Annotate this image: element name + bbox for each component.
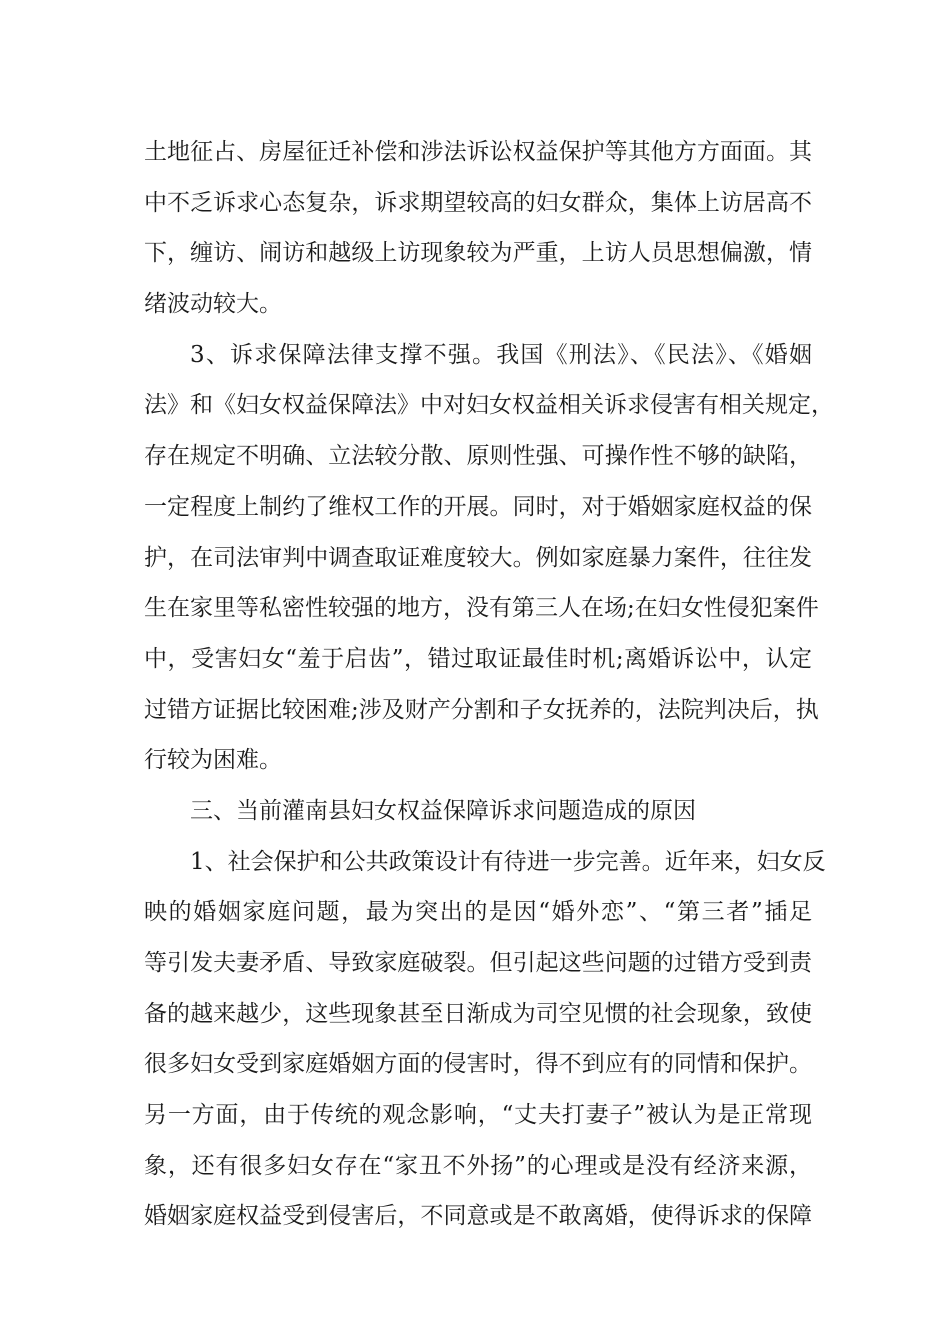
paragraph-line: 中，受害妇女“羞于启齿”，错过取证最佳时机;离婚诉讼中，认定: [144, 645, 812, 672]
document-body: [144, 132, 834, 1247]
paragraph-line: 3、诉求保障法律支撑不强。我国《刑法》、《民法》、《婚姻: [190, 341, 812, 368]
paragraph-line: 护，在司法审判中调查取证难度较大。例如家庭暴力案件，往往发: [144, 544, 812, 571]
paragraph-line: 存在规定不明确、立法较分散、原则性强、可操作性不够的缺陷，: [144, 443, 812, 470]
paragraph-line: 过错方证据比较困难;涉及财产分割和子女抚养的，法院判决后，执: [144, 696, 819, 723]
paragraph-line: 另一方面，由于传统的观念影响，“丈夫打妻子”被认为是正常现: [144, 1102, 812, 1129]
paragraph-line: 等引发夫妻矛盾、导致家庭破裂。但引起这些问题的过错方受到责: [144, 950, 812, 976]
paragraph-line: 婚姻家庭权益受到侵害后，不同意或是不敢离婚，使得诉求的保障: [144, 1203, 812, 1230]
paragraph-line: 行较为困难。: [144, 747, 282, 774]
paragraph-line: 很多妇女受到家庭婚姻方面的侵害时，得不到应有的同情和保护。: [144, 1051, 812, 1078]
paragraph-line: 下，缠访、闹访和越级上访现象较为严重，上访人员思想偏激，情: [144, 240, 812, 267]
paragraph-line: 备的越来越少，这些现象甚至日渐成为司空见惯的社会现象，致使: [144, 1000, 812, 1027]
paragraph-line: 象，还有很多妇女存在“家丑不外扬”的心理或是没有经济来源，: [144, 1152, 812, 1179]
paragraph-line: 中不乏诉求心态复杂，诉求期望较高的妇女群众，集体上访居高不: [144, 189, 812, 216]
paragraph-line: 绪波动较大。: [144, 291, 282, 318]
paragraph-line: 1、社会保护和公共政策设计有待进一步完善。近年来，妇女反: [190, 848, 826, 875]
paragraph-line: 土地征占、房屋征迁补偿和涉法诉讼权益保护等其他方方面面。其: [144, 139, 812, 165]
paragraph-line: 法》和《妇女权益保障法》中对妇女权益相关诉求侵害有相关规定，: [144, 392, 834, 419]
paragraph-line: 一定程度上制约了维权工作的开展。同时，对于婚姻家庭权益的保: [144, 493, 812, 520]
paragraph-line: 映的婚姻家庭问题，最为突出的是因“婚外恋”、“第三者”插足: [144, 899, 812, 926]
section-heading: 三、当前灌南县妇女权益保障诉求问题造成的原因: [190, 797, 696, 824]
paragraph-line: 生在家里等私密性较强的地方，没有第三人在场;在妇女性侵犯案件: [144, 595, 819, 622]
